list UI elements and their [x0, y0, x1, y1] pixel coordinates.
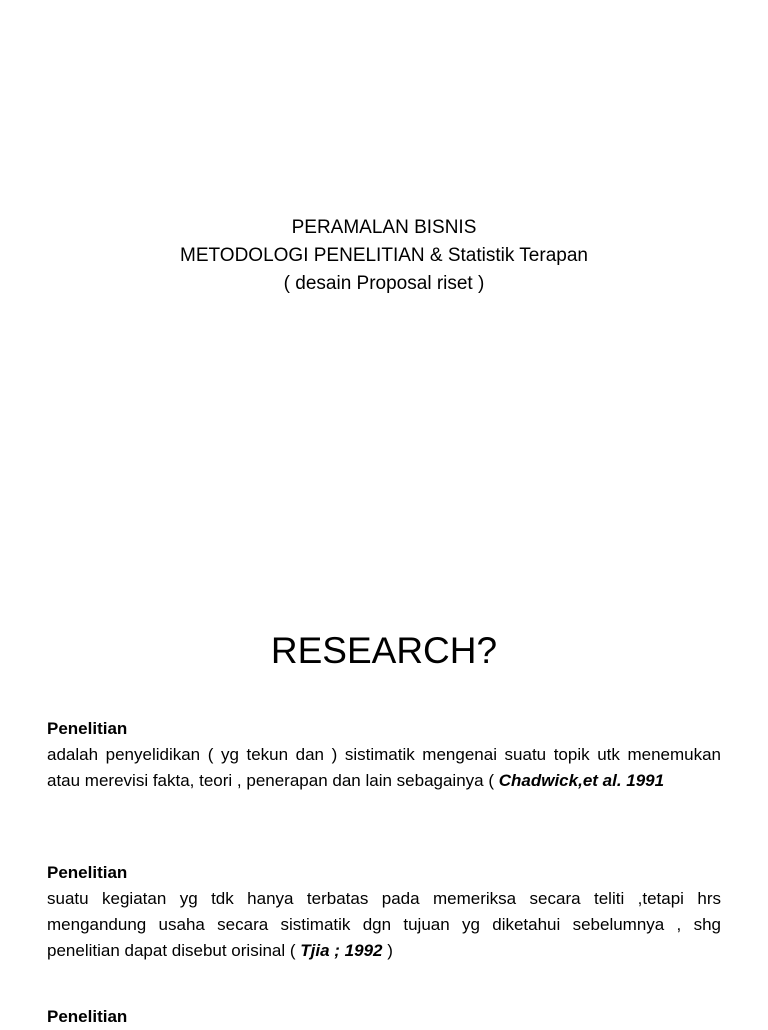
- title-line-2: METODOLOGI PENELITIAN & Statistik Terapan: [180, 245, 588, 266]
- slide-title: [0, 214, 768, 298]
- definition-title: Penelitian: [47, 719, 128, 738]
- definition-title: Penelitian: [47, 863, 128, 882]
- definition-citation: Chadwick,et al. 1991: [498, 771, 665, 790]
- definition-body: adalah penyelidikan ( yg tekun dan ) sistimatik mengenai suatu topik utk menemukan atau merevisi fakta, teori , penerapan dan lain sebagainya (: [47, 745, 721, 790]
- title-line-3: ( desain Proposal riset ): [283, 273, 485, 294]
- definition-citation: Tjia ; 1992: [300, 941, 383, 960]
- definition-title: Penelitian: [47, 1007, 128, 1026]
- definition-block: [47, 716, 721, 794]
- title-line-1: PERAMALAN BISNIS: [291, 217, 477, 238]
- definition-body: suatu kegiatan yg tdk hanya terbatas pada memeriksa secara teliti ,tetapi hrs mengandung usaha secara sistimatik dgn tujuan yg diketahui sebelumnya , shg penelitian dapat disebut orisinal (: [47, 889, 721, 960]
- definition-block: [47, 1004, 721, 1030]
- definition-after: ): [382, 941, 393, 960]
- definition-text: [47, 742, 721, 794]
- research-heading: RESEARCH?: [270, 630, 498, 671]
- definition-text: [47, 886, 721, 964]
- definition-block: [47, 860, 721, 964]
